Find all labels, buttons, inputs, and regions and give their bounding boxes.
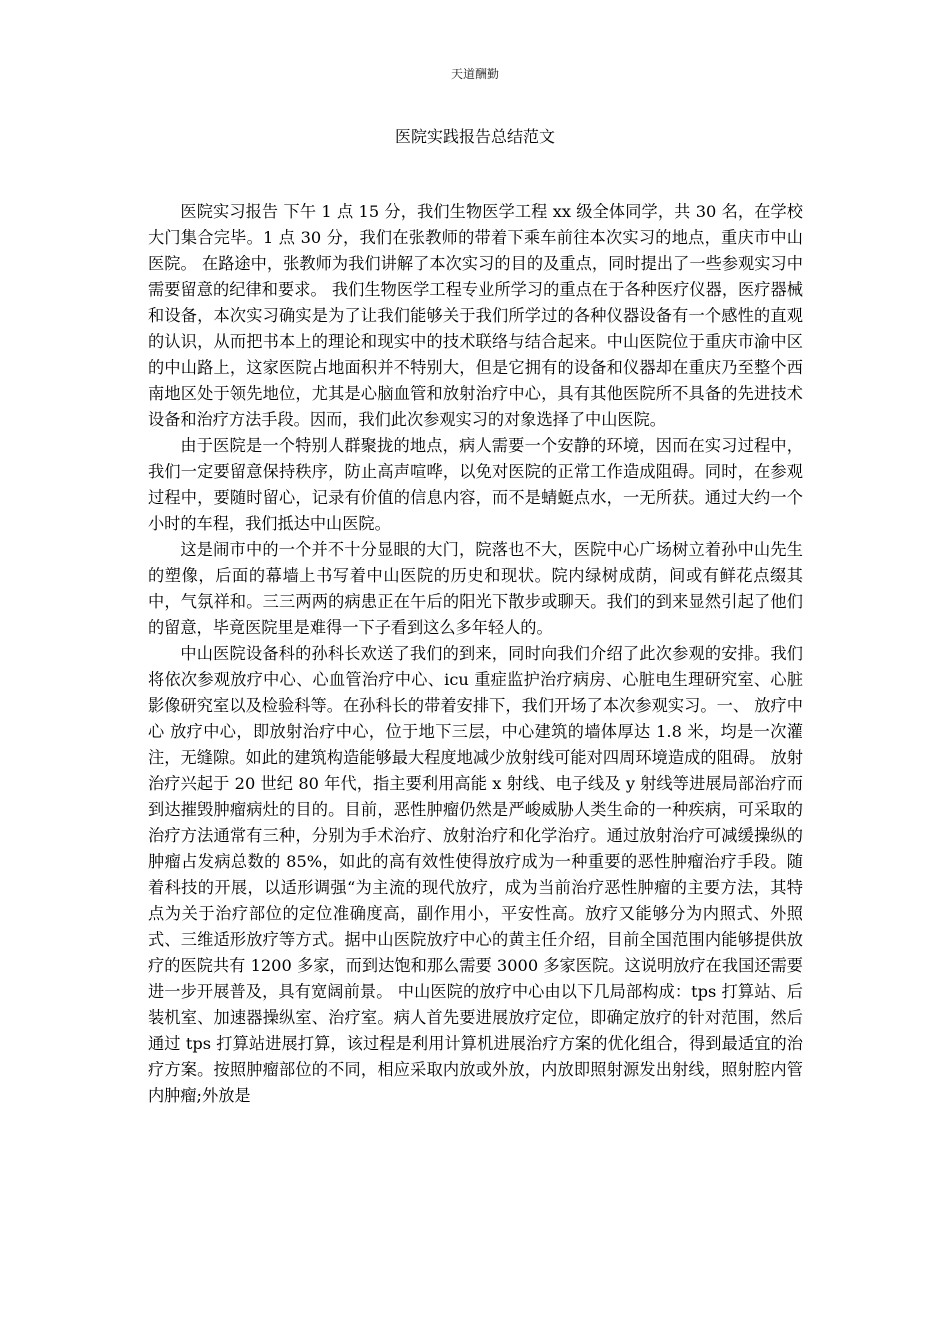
paragraph-1: 医院实习报告 下午 1 点 15 分，我们生物医学工程 xx 级全体同学，共 30 名，在学校大门集合完毕。1 点 30 分，我们在张教师的带着下乘车前往本次实习的地点，重庆市中山医院。 在路途中，张教师为我们讲解了本次实习的目的及重点，同时提出了一些参观实习中需要留意的纪律和要求。 我们生物医学工程专业所学习的重点在于各种医疗仪器，医疗器械和设备，本次实习确实是为了让我们能够关于我们所学过的各种仪器设备有一个感性的直观的认识，从而把书本上的理论和现实中的技术联络与结合起来。中山医院位于重庆市渝中区的中山路上，这家医院占地面积并不特别大，但是它拥有的设备和仪器却在重庆乃至整个西南地区处于领先地位，尤其是心脑血管和放射治疗中心，具有其他医院所不具备的先进技术设备和治疗方法手段。因而，我们此次参观实习的对象选择了中山医院。 [148, 202, 803, 429]
page-header: 天道酬勤 [450, 67, 499, 81]
paragraph-4: 中山医院设备科的孙科长欢送了我们的到来，同时向我们介绍了此次参观的安排。我们将依次参观放疗中心、心血管治疗中心、icu 重症监护治疗病房、心脏电生理研究室、心脏影像研究室以及检验科等。在孙科长的带着安排下，我们开场了本次参观实习。一、 放疗中心 放疗中心，即放射治疗中心，位于地下三层，中心建筑的墙体厚达 1.8 米，均是一次灌注，无缝隙。如此的建筑构造能够最大程度地减少放射线可能对四周环境造成的阻碍。 放射治疗兴起于 20 世纪 80 年代，指主要利用高能 x 射线、电子线及 y 射线等进展局部治疗而到达摧毁肿瘤病灶的目的。目前，恶性肿瘤仍然是严峻威胁人类生命的一种疾病，可采取的治疗方法通常有三种，分别为手术治疗、放射治疗和化学治疗。通过放射治疗可减缓操纵的肿瘤占发病总数的 85%，如此的高有效性使得放疗成为一种重要的恶性肿瘤治疗手段。随着科技的开展，以适形调强“为主流的现代放疗，成为当前治疗恶性肿瘤的主要方法，其特点为关于治疗部位的定位准确度高，副作用小，平安性高。放疗又能够分为内照式、外照式、三维适形放疗等方式。据中山医院放疗中心的黄主任介绍，目前全国范围内能够提供放疗的医院共有 1200 多家，而到达饱和那么需要 3000 多家医院。这说明放疗在我国还需要进一步开展普及，具有宽阔前景。 中山医院的放疗中心由以下几局部构成：tps 打算站、后装机室、加速器操纵室、治疗室。病人首先要进展放疗定位，即确定放疗的针对范围，然后通过 tps 打算站进展打算，该过程是利用计算机进展治疗方案的优化组合，得到最适宜的治疗方案。按照肿瘤部位的不同，相应采取内放或外放，内放即照射源发出射线，照射腔内管内肿瘤;外放是 [148, 644, 803, 1105]
document-body [148, 199, 803, 1109]
paragraph-3: 这是闹市中的一个并不十分显眼的大门，院落也不大，医院中心广场树立着孙中山先生的塑像，后面的幕墙上书写着中山医院的历史和现状。院内绿树成荫，间或有鲜花点缀其中，气氛祥和。三三两两的病患正在午后的阳光下散步或聊天。我们的到来显然引起了他们的留意，毕竟医院里是难得一下子看到这么多年轻人的。 [148, 540, 803, 637]
document-title: 医院实践报告总结范文 [394, 127, 555, 146]
paragraph-2: 由于医院是一个特别人群聚拢的地点，病人需要一个安静的环境，因而在实习过程中，我们一定要留意保持秩序，防止高声喧哗，以免对医院的正常工作造成阻碍。同时，在参观过程中，要随时留心，记录有价值的信息内容，而不是蜻蜓点水，一无所获。通过大约一个小时的车程，我们抵达中山医院。 [148, 436, 803, 533]
